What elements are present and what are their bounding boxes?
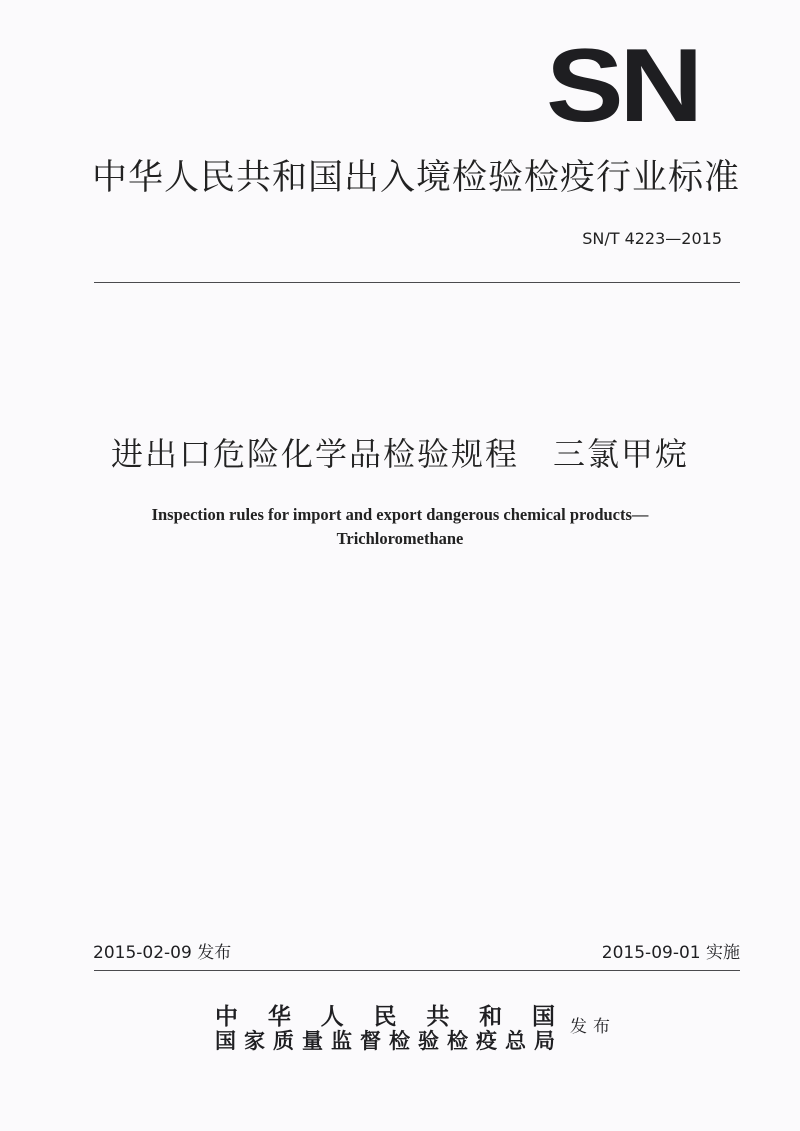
implementation-date: 2015-09-01 实施: [601, 943, 740, 963]
title-en-line-1: Inspection rules for import and export dangerous chemical products—: [151, 505, 649, 524]
document-title-english: [40, 503, 760, 551]
standard-authority-title: 中华人民共和国出入境检验检疫行业标准: [92, 158, 741, 198]
title-en-line-2: Trichloromethane: [336, 529, 464, 548]
bottom-divider: [94, 970, 740, 971]
standard-number: SN/T 4223—2015: [582, 229, 722, 248]
document-title-chinese: 进出口危险化学品检验规程 三氯甲烷: [110, 435, 689, 473]
publish-label: 发布: [570, 1017, 616, 1037]
top-divider: [94, 282, 740, 283]
issuer-line-1: 中华人民共和国: [215, 1003, 555, 1030]
issuer-line-2: 国家质量监督检验检疫总局: [215, 1028, 555, 1053]
sn-logo: SN: [546, 28, 699, 144]
issue-date: 2015-02-09 发布: [93, 943, 232, 963]
